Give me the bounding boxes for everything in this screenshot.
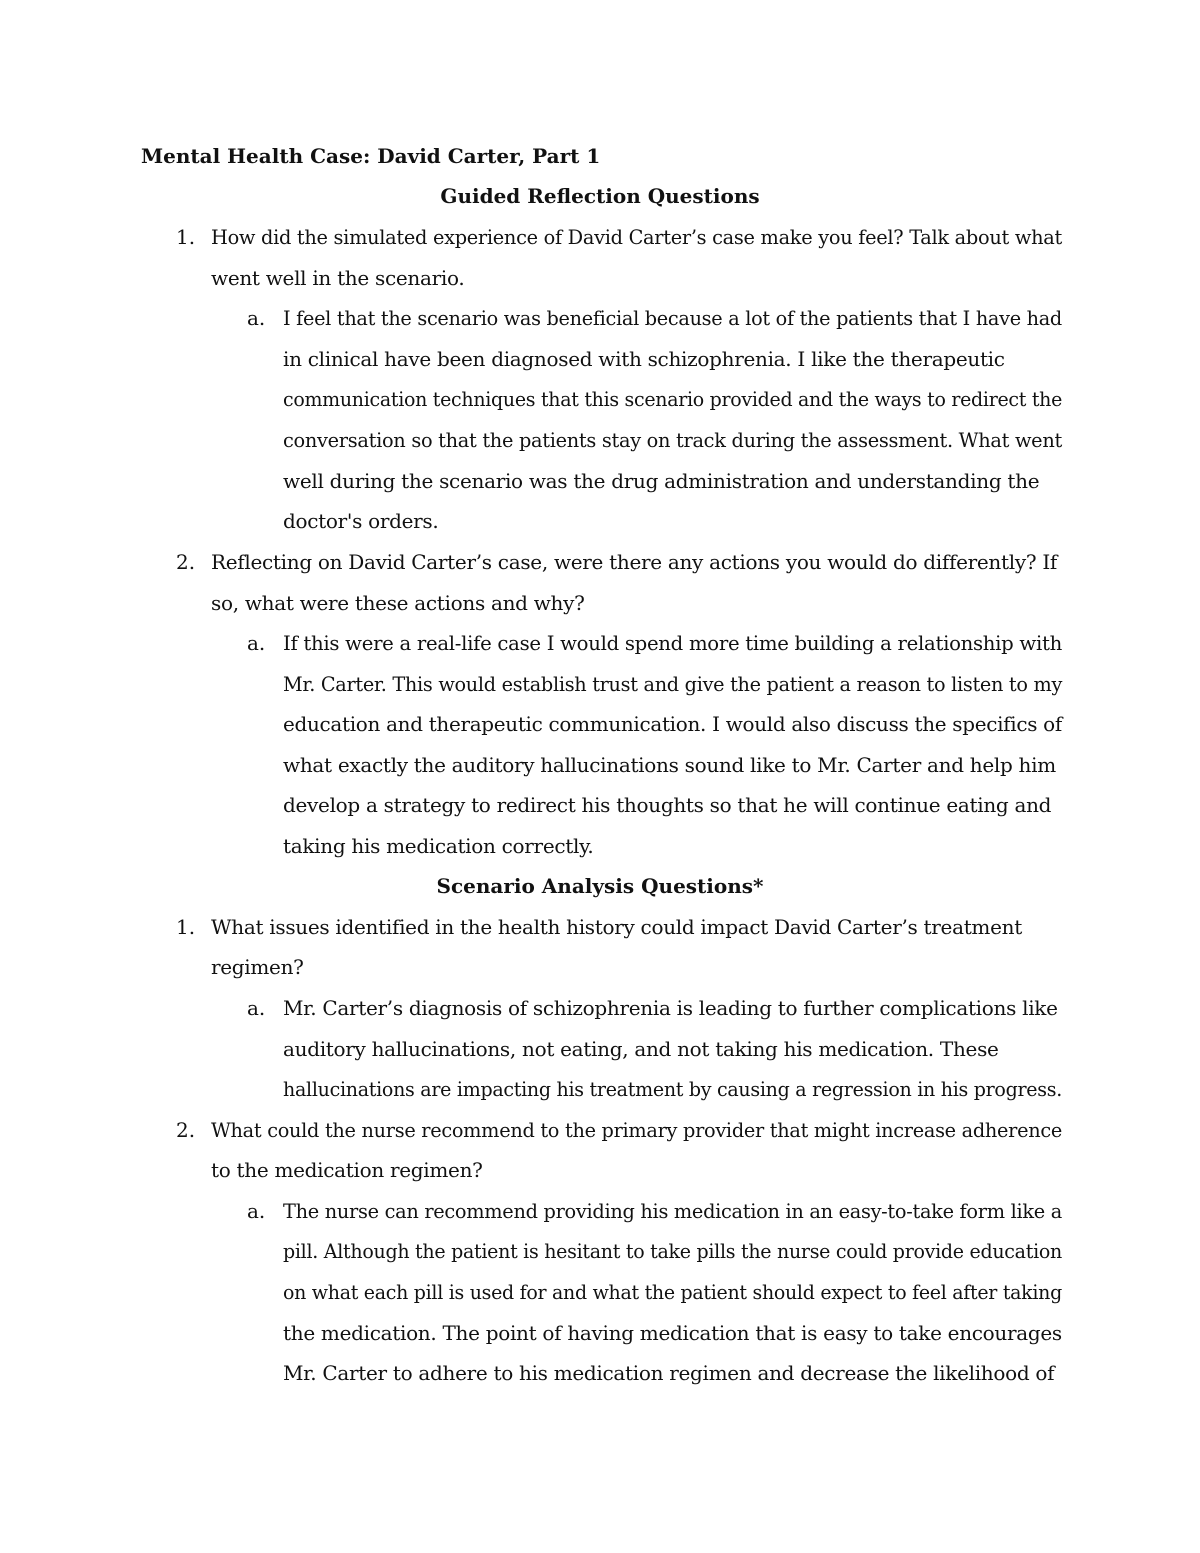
question-line: What issues identified in the health history could impact David Carter’s treatment [211, 915, 1022, 939]
question-line: Reflecting on David Carter’s case, were there any actions you would do differently? If [211, 550, 1058, 574]
question-line: How did the simulated experience of David Carter’s case make you feel? Talk about what [211, 225, 1062, 249]
answer-marker: a. [247, 1199, 266, 1223]
answer-marker: a. [247, 306, 266, 330]
section-heading-scenario-analysis: Scenario Analysis Questions* [436, 874, 764, 898]
answer-line: taking his medication correctly. [283, 834, 594, 858]
answer-line: education and therapeutic communication. I would also discuss the specifics of [283, 712, 1062, 736]
question-line: regimen? [211, 955, 304, 979]
document-title: Mental Health Case: David Carter, Part 1 [141, 144, 601, 168]
answer-line: I feel that the scenario was beneficial because a lot of the patients that I have had [283, 306, 1062, 330]
question-line: What could the nurse recommend to the primary provider that might increase adherence [211, 1118, 1063, 1142]
answer-line: conversation so that the patients stay on track during the assessment. What went [283, 428, 1062, 452]
question-number: 2. [176, 1118, 196, 1142]
answer-line: pill. Although the patient is hesitant to take pills the nurse could provide education [283, 1239, 1062, 1263]
answer-line: The nurse can recommend providing his medication in an easy-to-take form like a [283, 1199, 1062, 1223]
question-number: 2. [176, 550, 196, 574]
answer-line: If this were a real-life case I would spend more time building a relationship with [283, 631, 1062, 655]
answer-line: communication techniques that this scenario provided and the ways to redirect the [283, 387, 1063, 411]
question-line: to the medication regimen? [211, 1158, 483, 1182]
answer-line: Mr. Carter to adhere to his medication regimen and decrease the likelihood of [283, 1361, 1055, 1385]
answer-line: what exactly the auditory hallucinations sound like to Mr. Carter and help him [283, 753, 1056, 777]
answer-line: in clinical have been diagnosed with schizophrenia. I like the therapeutic [283, 347, 1005, 371]
answer-marker: a. [247, 631, 266, 655]
answer-line: well during the scenario was the drug administration and understanding the [283, 469, 1040, 493]
answer-line: Mr. Carter. This would establish trust and give the patient a reason to listen to my [283, 672, 1063, 696]
answer-line: on what each pill is used for and what the patient should expect to feel after taking [283, 1280, 1062, 1304]
answer-line: develop a strategy to redirect his thoughts so that he will continue eating and [283, 793, 1052, 817]
answer-line: auditory hallucinations, not eating, and not taking his medication. These [283, 1037, 999, 1061]
answer-line: hallucinations are impacting his treatment by causing a regression in his progress. [283, 1077, 1062, 1101]
answer-line: the medication. The point of having medication that is easy to take encourages [283, 1321, 1062, 1345]
answer-line: doctor's orders. [283, 509, 439, 533]
question-line: went well in the scenario. [211, 266, 465, 290]
question-line: so, what were these actions and why? [211, 591, 585, 615]
answer-marker: a. [247, 996, 266, 1020]
answer-line: Mr. Carter’s diagnosis of schizophrenia is leading to further complications like [283, 996, 1058, 1020]
question-number: 1. [176, 225, 196, 249]
question-number: 1. [176, 915, 196, 939]
section-heading-guided-reflection: Guided Reflection Questions [440, 184, 760, 208]
